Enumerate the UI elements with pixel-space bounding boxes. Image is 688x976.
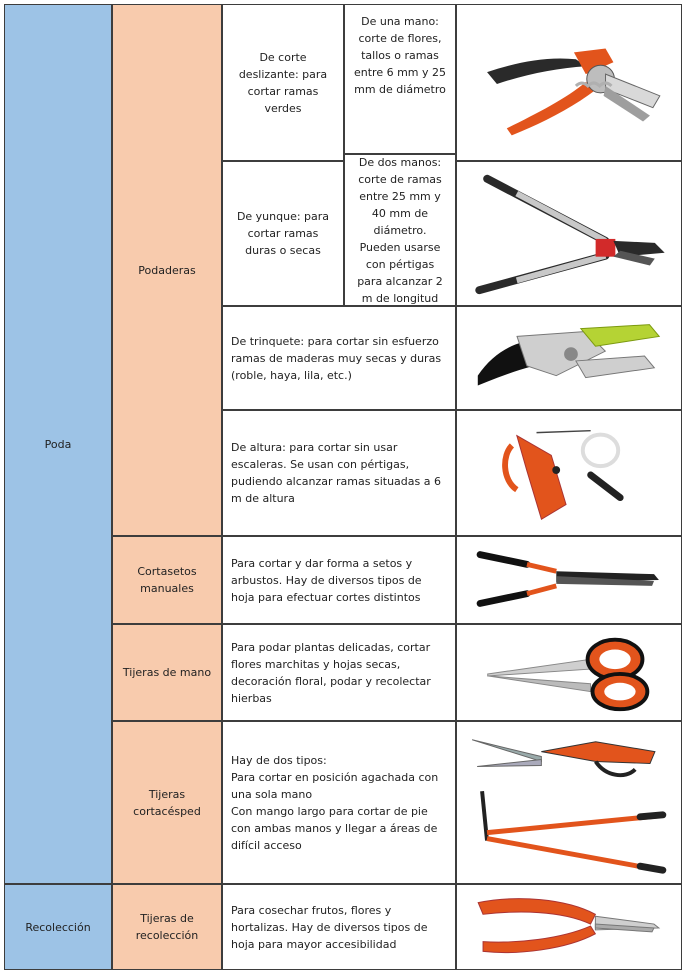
subcategory-cortasetos (112, 536, 222, 624)
category-recoleccion (4, 884, 112, 970)
desc-tijeras-cesped-line-2: Para cortar en posición agachada con una sola mano (231, 770, 439, 801)
image-ratchet-pruner (456, 306, 682, 410)
desc-tijeras-mano-text: Para podar plantas delicadas, cortar flores marchitas y hojas secas, decoración floral, podar y recolectar hierbas (231, 640, 431, 705)
category-recoleccion-label: Recolección (25, 920, 91, 934)
desc-tijeras-cesped-text (231, 752, 447, 854)
desc-corte-deslizante (222, 4, 344, 161)
subcategory-podaderas-label: Podaderas (138, 263, 196, 277)
desc-dos-manos (344, 154, 456, 306)
desc-altura (222, 410, 456, 536)
subcategory-tijeras-cesped-label: Tijeras cortacésped (133, 787, 201, 818)
desc-tijeras-mano (222, 624, 456, 721)
desc-una-mano-text: De una mano: corte de flores, tallos o ramas entre 6 mm y 25 mm de diámetro (353, 15, 447, 96)
subcategory-tijeras-cesped (112, 721, 222, 884)
desc-una-mano (344, 4, 456, 154)
desc-tijeras-cesped (222, 721, 456, 884)
category-poda (4, 4, 112, 884)
desc-tijeras-cesped-line-1: Hay de dos tipos: (231, 753, 327, 767)
desc-yunque (222, 161, 344, 306)
desc-tijeras-cesped-line-3: Con mango largo para cortar de pie con ambas manos y llegar a áreas de difícil acceso (231, 804, 438, 852)
desc-dos-manos-text: De dos manos: corte de ramas entre 25 mm y 40 mm de diámetro. Pueden usarse con pértigas para alcanzar 2 m de longitud (357, 155, 443, 305)
subcategory-tijeras-mano-label: Tijeras de mano (122, 666, 212, 679)
image-harvest-snips (456, 884, 682, 970)
lopper-icon (457, 162, 681, 305)
desc-altura-text: De altura: para cortar sin usar escaleras. Se usan con pértigas, pudiendo alcanzar ramas situadas a 6 m de altura (231, 441, 441, 505)
hedge-shears-icon (457, 537, 681, 623)
bypass-pruner-icon (457, 5, 681, 160)
image-lopper (456, 161, 682, 306)
desc-cortasetos (222, 536, 456, 624)
desc-recoleccion (222, 884, 456, 970)
subcategory-tijeras-recoleccion-label: Tijeras de recolección (135, 912, 199, 942)
desc-recoleccion-text: Para cosechar frutos, flores y hortalizas. Hay de diversos tipos de hoja para mayor accesibilidad (231, 903, 428, 951)
image-grass-shears (456, 721, 682, 884)
image-hand-scissors (456, 624, 682, 721)
desc-corte-deslizante-text: De corte deslizante: para cortar ramas verdes (238, 50, 328, 115)
desc-cortasetos-text: Para cortar y dar forma a setos y arbustos. Hay de diversos tipos de hoja para efectuar cortes distintos (231, 556, 422, 604)
desc-trinquete (222, 306, 456, 410)
ratchet-pruner-icon (457, 307, 681, 409)
desc-trinquete-text: De trinquete: para cortar sin esfuerzo ramas de maderas muy secas y duras (roble, haya, lila, etc.) (231, 334, 442, 382)
image-bypass-pruner (456, 4, 682, 161)
image-hedge-shears (456, 536, 682, 624)
pole-pruner-icon (457, 411, 681, 535)
subcategory-tijeras-recoleccion (112, 884, 222, 970)
category-poda-label: Poda (44, 437, 72, 451)
desc-yunque-text: De yunque: para cortar ramas duras o secas (236, 210, 330, 257)
harvest-snips-icon (457, 885, 681, 969)
grass-shears-icon (457, 722, 681, 883)
subcategory-tijeras-mano (112, 624, 222, 721)
subcategory-cortasetos-label: Cortasetos manuales (137, 565, 197, 595)
subcategory-podaderas (112, 4, 222, 536)
image-pole-pruner (456, 410, 682, 536)
hand-scissors-icon (457, 625, 681, 720)
